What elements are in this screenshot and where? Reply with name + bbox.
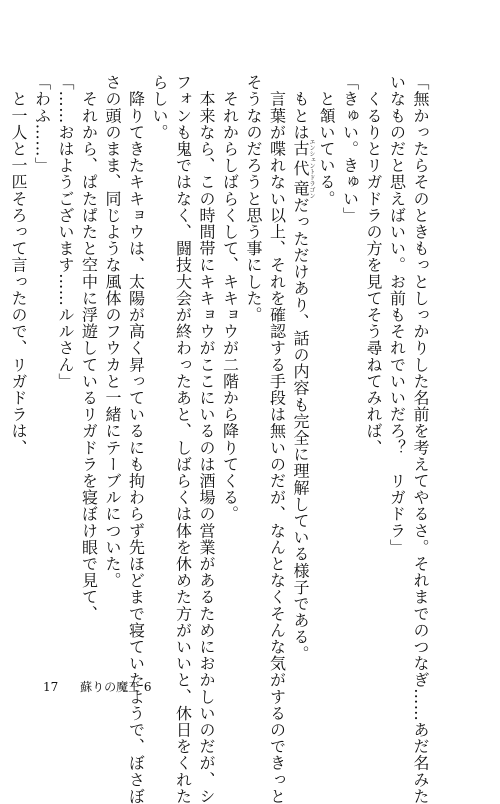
page-footer (43, 678, 152, 695)
text-line: そうなのだろうと思う事にした。 (244, 74, 263, 323)
ruby-tail: だっただけあり、話の内容も完全に理解している様子である。 (291, 197, 310, 662)
text-line: さの頭のまま、同じような風体のフウカと一緒にテーブルについた。 (103, 74, 122, 589)
text-line: それからしばらくして、キキョウが二階から降りてくる。 (220, 74, 240, 523)
ruby-reading: エンシェントドラゴン (308, 138, 315, 199)
text-line: 「きゅい。きゅい」 (340, 74, 360, 224)
text-line: 「無かったらそのときもっとしっかりした名前を考えてやるさ。それまでのつなぎ……あだ名みた (411, 74, 430, 804)
text-line: 「……おはようございます……ルルさん」 (56, 74, 75, 390)
text-line: 本来なら、この時間帯にキキョウがここにいるのは酒場の営業があるためにおかしいのだが、シ (197, 74, 216, 804)
text-line: それから、ぱたぱたと空中に浮遊しているリガドラを寝ぼけ眼で見て、 (79, 74, 99, 622)
ruby-lead: もとは (291, 74, 310, 141)
text-line: 「わふ……」 (32, 74, 52, 174)
text-line: 降りてきたキキョウは、太陽が高く昇っているにも拘わらず先ほどまで寝ていたようで、ぼさぼ (126, 74, 146, 804)
text-line-ruby (289, 74, 315, 670)
text-line: くるりとリガドラの方を見てそう尋ねてみれば、 (364, 74, 383, 456)
text-line: らしい。 (150, 74, 169, 141)
text-line: 言葉が喋れない以上、それを確認する手段は無いのだが、なんとなくそんな気がするのできっと (267, 74, 287, 804)
ruby-ancient-dragon (291, 138, 315, 199)
text-line: と頷いている。 (317, 74, 336, 207)
ruby-base: 古代竜 (291, 138, 310, 199)
text-line: フォンも鬼ではなく、闘技大会が終わったあと、しばらくは体を休めた方がいいと、休日をくれた (173, 74, 193, 804)
text-line: いなものだと思えばいい。お前もそれでいいだろ？ リガドラ」 (387, 74, 407, 556)
page-number: 17 (43, 680, 59, 694)
book-title: 蘇りの魔王 6 (80, 680, 152, 694)
text-line: と一人と一匹そろって言ったので、リガドラは、 (9, 74, 28, 456)
